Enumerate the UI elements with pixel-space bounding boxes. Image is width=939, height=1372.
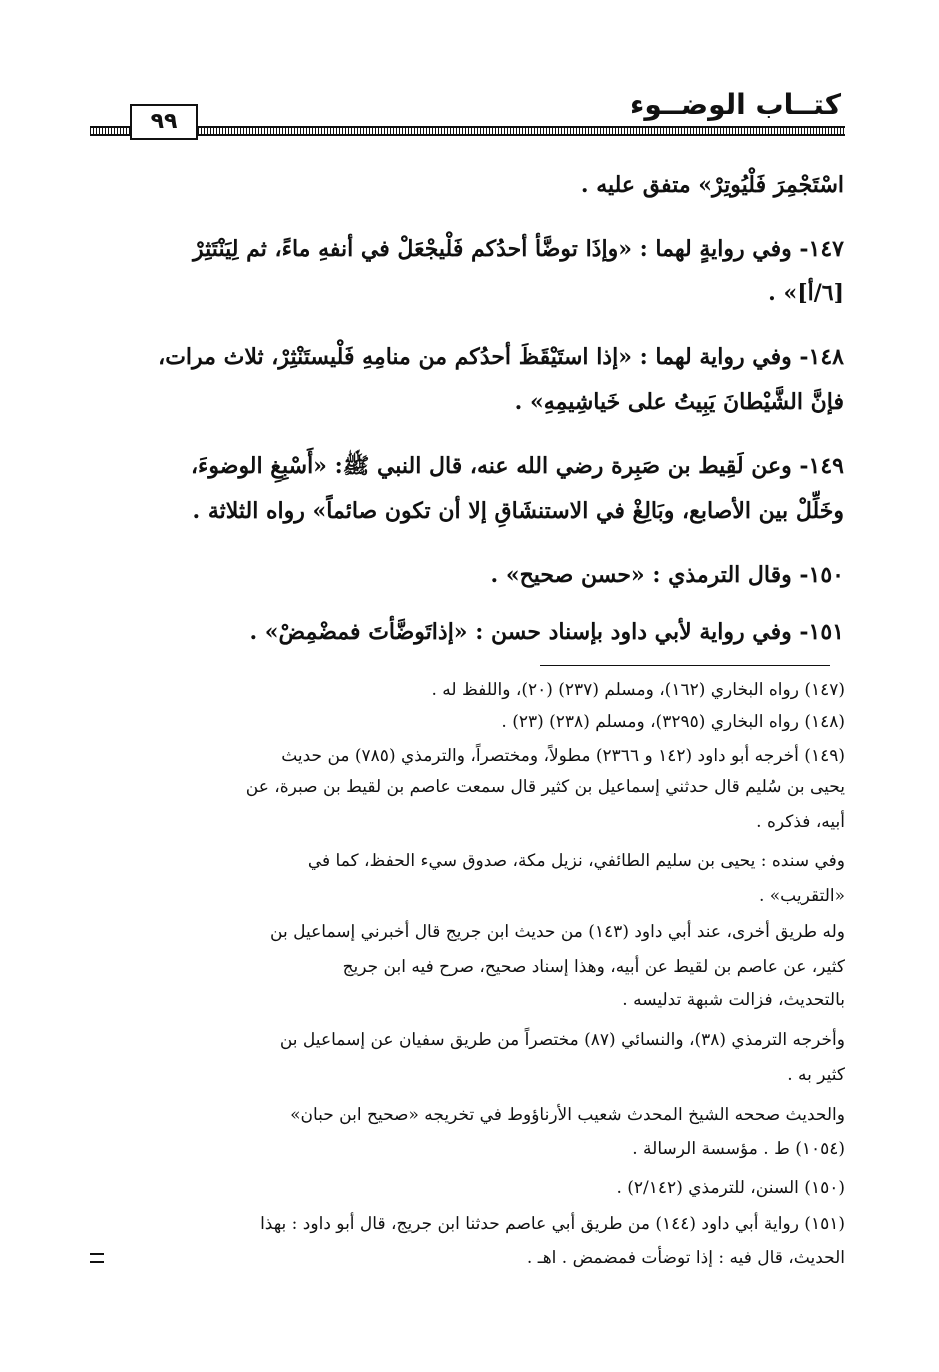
footnote-line: (١٥٠) السنن، للترمذي (٢/١٤٢) . [616, 1178, 845, 1198]
footnote-line: «التقريب» . [758, 886, 845, 906]
footnote-line: وفي سنده : يحيى بن سليم الطائفي، نزيل مكة، صدوق سيء الحفظ، كما في [307, 851, 845, 871]
end-mark [90, 1253, 104, 1263]
footnote-line: (١٥١) رواية أبي داود (١٤٤) من طريق أبي عاصم حدثنا ابن جريج، قال أبو داود : بهذا [260, 1214, 845, 1234]
footnote-line: بالتحديث، فزالت شبهة تدليسه . [622, 990, 845, 1010]
footnote-line: والحديث صححه الشيخ المحدث شعيب الأرناؤوط في تخريجه «صحيح ابن حبان» [290, 1105, 845, 1125]
main-line: اسْتَجْمِرَ فَلْيُوتِرْ» متفق عليه . [580, 172, 844, 198]
footnote-line: وأخرجه الترمذي (٣٨)، والنسائي (٨٧) مختصراً من طريق سفيان عن إسماعيل بن [279, 1030, 845, 1050]
footnote-line: (١٠٥٤) ط . مؤسسة الرسالة . [632, 1139, 845, 1159]
header-rule [90, 126, 845, 136]
footnote-line: يحيى بن سُليم قال حدثني إسماعيل بن كثير قال سمعت عاصم بن لقيط بن صبرة، عن [245, 777, 845, 797]
main-line: ١٤٩- وعن لَقِيط بن صَبِرة رضي الله عنه، قال النبي ﷺ: «أَسْبِغِ الوضوءَ، [190, 453, 844, 479]
main-line: ١٤٧- وفي روايةٍ لهما : «وإذَا توضَّأ أحدُكم فَلْيجْعَلْ في أنفهِ ماءً، ثم لِيَنْتَثِرْ [193, 236, 844, 262]
footnote-line: (١٤٩) أخرجه أبو داود (١٤٢ و ٢٣٦٦) مطولاً، ومختصراً، والترمذي (٧٨٥) من حديث [281, 746, 845, 766]
page-number: ٩٩ [130, 104, 198, 140]
footnote-line: أبيه، فذكره . [756, 812, 845, 832]
footnote-line: وله طريق أخرى، عند أبي داود (١٤٣) من حديث ابن جريج قال أخبرني إسماعيل بن [270, 922, 845, 942]
main-line: وخَلِّلْ بين الأصابع، وبَالِغْ في الاستنشَاقِ إلا أن تكون صائماً» رواه الثلاثة . [192, 498, 844, 524]
main-line: ١٥٠- وقال الترمذي : «حسن صحيح» . [490, 562, 844, 588]
footnote-line: الحديث، قال فيه : إذا توضأت فمضمض . اهـ . [526, 1248, 845, 1268]
main-line: ١٥١- وفي رواية لأبي داود بإسناد حسن : «إذاتَوضَّأتَ فمضْمِضْ» . [249, 619, 844, 645]
main-line: فإنَّ الشَّيْطانَ يَبِيتُ على خَياشِيمِهِ» . [514, 389, 844, 415]
footnote-line: كثير به . [787, 1065, 845, 1085]
chapter-title: كتــاب الوضــوء [630, 88, 841, 121]
main-line: [٦/أ]» . [768, 280, 844, 306]
footnote-line: كثير، عن عاصم بن لقيط عن أبيه، وهذا إسناد صحيح، صرح فيه ابن جريج [342, 957, 845, 977]
footnote-separator [540, 665, 830, 666]
page-header [90, 84, 845, 140]
footnote-line: (١٤٧) رواه البخاري (١٦٢)، ومسلم (٢٣٧) (٢٠)، واللفظ له . [431, 680, 845, 700]
main-line: ١٤٨- وفي رواية لهما : «إذا استَيْقَظَ أحدُكم من منامِهِ فَلْيستَنْثِرْ، ثلاث مرات، [158, 344, 844, 370]
footnote-line: (١٤٨) رواه البخاري (٣٢٩٥)، ومسلم (٢٣٨) (٢٣) . [501, 712, 845, 732]
